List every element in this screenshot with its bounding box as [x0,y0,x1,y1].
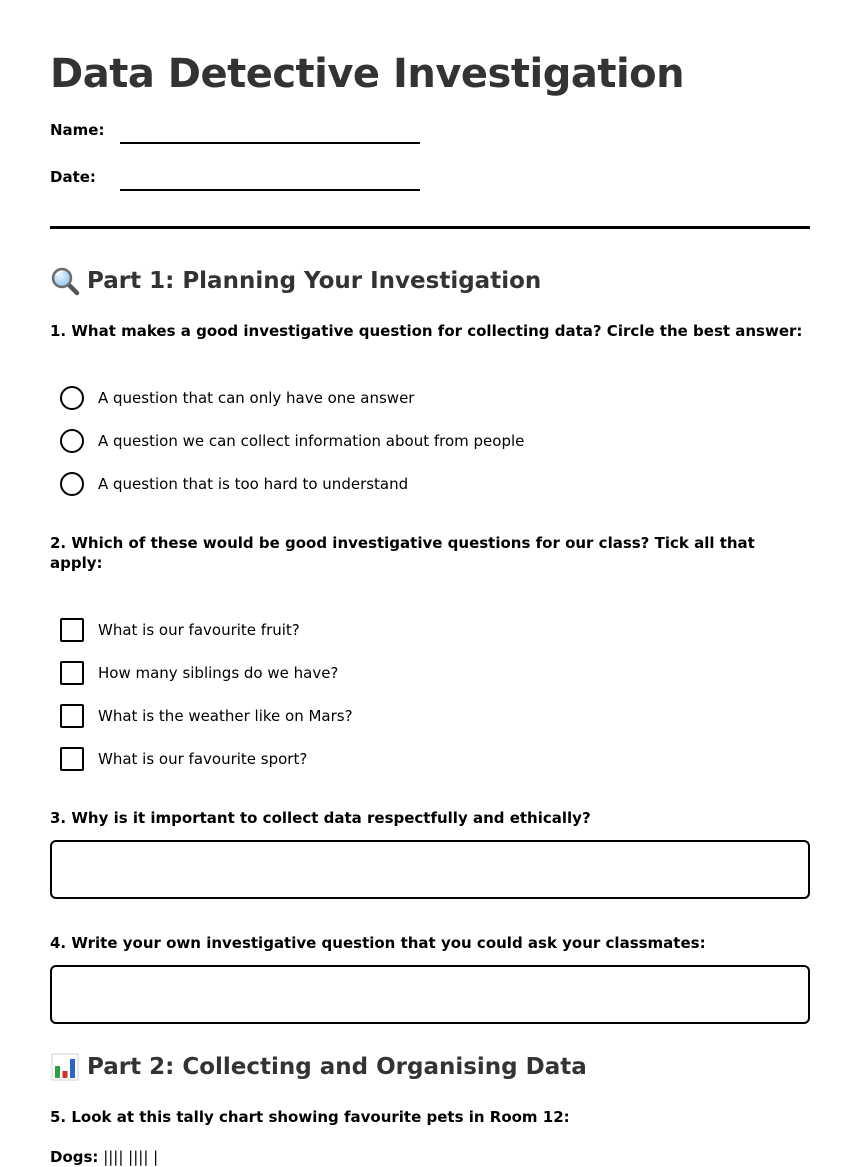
part1-heading [50,266,810,296]
question-3-answer-box[interactable] [50,840,810,899]
checkbox[interactable] [60,747,84,771]
part2-title: Part 2: Collecting and Organising Data [87,1054,587,1080]
name-label: Name: [50,121,105,139]
q1-option-label: A question that is too hard to understand [98,475,409,493]
date-input-line[interactable] [120,169,420,191]
q2-option[interactable] [60,704,810,728]
question-4-answer-box[interactable] [50,965,810,1024]
question-3: 3. Why is it important to collect data respectfully and ethically? [50,809,591,827]
date-label: Date: [50,168,96,186]
q1-option[interactable] [60,472,810,496]
question-1-options [50,386,810,496]
name-input-line[interactable] [120,122,420,144]
page-title: Data Detective Investigation [50,51,685,97]
question-2: 2. Which of these would be good investigative questions for our class? Tick all that apply: [50,534,755,572]
magnifying-glass-icon [50,266,80,296]
question-2-options [50,618,810,771]
checkbox[interactable] [60,704,84,728]
tally-marks: |||| |||| | [103,1148,159,1166]
name-field [50,120,810,144]
part1-title: Part 1: Planning Your Investigation [87,268,542,294]
tally-label: Dogs: [50,1148,99,1166]
question-4: 4. Write your own investigative question that you could ask your classmates: [50,934,706,952]
q1-option-label: A question that can only have one answer [98,389,415,407]
q2-option[interactable] [60,747,810,771]
radio-circle[interactable] [60,472,84,496]
header-divider [50,226,810,229]
question-5: 5. Look at this tally chart showing favourite pets in Room 12: [50,1108,570,1126]
q1-option[interactable] [60,429,810,453]
q1-option-label: A question we can collect information about from people [98,432,525,450]
tally-row [50,1147,810,1167]
checkbox[interactable] [60,661,84,685]
radio-circle[interactable] [60,386,84,410]
q2-option-label: What is our favourite fruit? [98,621,300,639]
radio-circle[interactable] [60,429,84,453]
q2-option-label: How many siblings do we have? [98,664,339,682]
bar-chart-icon [50,1052,80,1082]
q2-option-label: What is our favourite sport? [98,750,308,768]
part2-heading [50,1052,810,1082]
q1-option[interactable] [60,386,810,410]
q2-option-label: What is the weather like on Mars? [98,707,353,725]
q2-option[interactable] [60,661,810,685]
date-field [50,167,810,191]
checkbox[interactable] [60,618,84,642]
q2-option[interactable] [60,618,810,642]
question-1: 1. What makes a good investigative question for collecting data? Circle the best answer: [50,322,803,340]
